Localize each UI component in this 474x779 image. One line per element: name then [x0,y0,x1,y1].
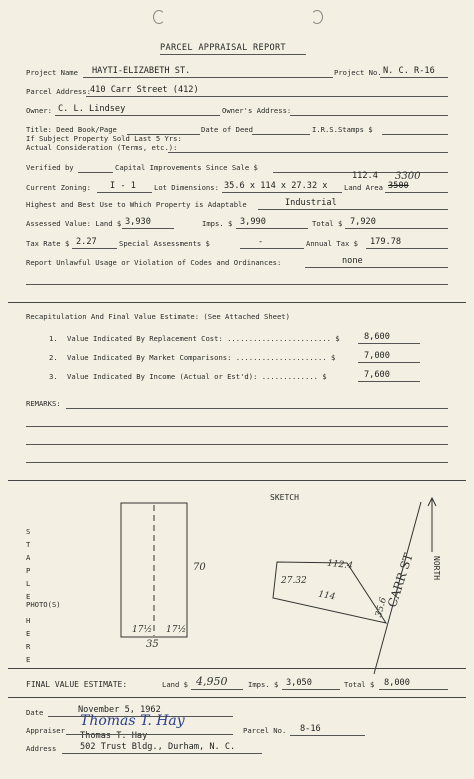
annual-tax-label: Annual Tax $ [306,239,358,248]
footer-appraiser-label: Appraiser [26,726,65,735]
land-area-label: Land Area [344,183,383,192]
footer-address-value: 502 Trust Bldg., Durham, N. C. [80,742,236,752]
final-total-value: 8,000 [384,678,410,688]
assessed-land-value: 3,930 [125,217,151,227]
recap-label: Value Indicated By Replacement Cost: ........................ $ [67,334,340,343]
lot-top-label: 112.4 [326,558,354,572]
carr-street-label: CARR ST [385,551,416,610]
assessed-land-label: Assessed Value: Land $ [26,219,122,228]
staple-letter: T [26,540,31,549]
sold-last-5-label: If Subject Property Sold Last 5 Yrs: [26,134,182,143]
land-area-handwritten: 3300 [395,171,421,182]
building-width-right-label: 17½ [166,625,187,635]
tax-rate-label: Tax Rate $ [26,239,70,248]
remarks-label: REMARKS: [26,399,61,408]
deed-book-label: Title: Deed Book/Page [26,125,117,134]
owner-value: C. L. Lindsey [58,104,126,114]
special-assessments-value: - [258,237,264,247]
building-depth-label: 70 [193,562,206,573]
lot-right-label: 35.6 [374,596,389,619]
lot-dimensions-extra: 112.4 [352,171,378,181]
recap-heading: Recapitulation And Final Value Estimate: (See Attached Sheet) [26,312,290,321]
owner-label: Owner: [26,106,52,115]
final-land-value: 4,950 [196,675,228,688]
building-total-width-label: 35 [146,639,159,650]
recap-label: Value Indicated By Income (Actual or Est'd): ............. $ [67,372,327,381]
capital-improvements-label: Capital Improvements Since Sale $ [115,163,258,172]
footer-address-label: Address [26,744,57,753]
recap-value-replacement: 8,600 [364,332,390,342]
footer-date-value: November 5, 1962 [78,705,161,715]
owner-address-label: Owner's Address: [222,106,292,115]
carr-street-line-2 [347,563,390,630]
here-letter: E [26,655,31,664]
assessed-total-label: Total $ [312,219,343,228]
footer-parcel-label: Parcel No. [243,726,287,735]
recap-value-market: 7,000 [364,351,390,361]
staple-letter: P [26,566,31,575]
recap-label: Value Indicated By Market Comparisons: ..................... $ [67,353,336,362]
project-no-value: N. C. R-16 [383,66,435,76]
tax-rate-value: 2.27 [76,237,97,247]
staple-letter: E [26,592,31,601]
parcel-address-value: 410 Carr Street (412) [90,85,199,95]
final-land-label: Land $ [162,680,188,689]
section-divider-4 [8,697,466,698]
project-name-label: Project Name [26,68,78,77]
recap-value-income: 7,600 [364,370,390,380]
final-imps-value: 3,050 [286,678,312,688]
land-area-struck: 3500 [388,181,409,191]
sketch-title: SKETCH [270,493,299,502]
north-label: NORTH [432,556,441,581]
building-width-left-label: 17½ [132,625,153,635]
final-value-label: FINAL VALUE ESTIMATE: [26,680,128,689]
final-total-label: Total $ [344,680,375,689]
current-zoning-label: Current Zoning: [26,183,91,192]
highest-use-label: Highest and Best Use to Which Property is Adaptable [26,200,247,209]
lot-dimensions-value: 35.6 x 114 x 27.32 x [224,181,328,191]
section-divider-3 [8,668,466,669]
footer-date-label: Date [26,708,44,717]
irs-stamps-label: I.R.S.Stamps $ [312,125,373,134]
recap-num: 1. [49,334,58,343]
assessed-imps-value: 3,990 [240,217,266,227]
recap-num: 3. [49,372,58,381]
appraiser-signature: Thomas T. Hay [80,713,185,729]
photos-label: PHOTO(S) [26,600,61,609]
footer-parcel-value: 8-16 [300,724,321,734]
special-assessments-label: Special Assessments $ [119,239,210,248]
here-letter: H [26,616,31,625]
footer-appraiser-name: Thomas T. Hay [80,731,148,741]
assessed-total-value: 7,920 [350,217,376,227]
violation-value: none [342,256,363,266]
assessed-imps-label: Imps. $ [202,219,233,228]
highest-use-value: Industrial [285,198,337,208]
date-of-deed-label: Date of Deed [201,125,253,134]
current-zoning-value: I - 1 [110,181,136,191]
parcel-address-label: Parcel Address: [26,87,91,96]
recap-num: 2. [49,353,58,362]
verified-by-label: Verified by [26,163,74,172]
here-letter: E [26,629,31,638]
lot-bottom-label: 114 [317,589,337,603]
violation-label: Report Unlawful Usage or Violation of Codes and Ordinances: [26,258,282,267]
actual-consideration-label: Actual Consideration (Terms, etc.): [26,143,178,152]
lot-dimensions-label: Lot Dimensions: [154,183,219,192]
staple-letter: L [26,579,31,588]
lot-left-label: 27.32 [281,576,307,586]
here-letter: R [26,642,31,651]
annual-tax-value: 179.78 [370,237,402,247]
staple-letter: S [26,527,31,536]
final-imps-label: Imps. $ [248,680,279,689]
project-no-label: Project No. [334,68,382,77]
staple-letter: A [26,553,31,562]
form-title: PARCEL APPRAISAL REPORT [160,43,286,53]
project-name-value: HAYTI-ELIZABETH ST. [92,66,191,76]
